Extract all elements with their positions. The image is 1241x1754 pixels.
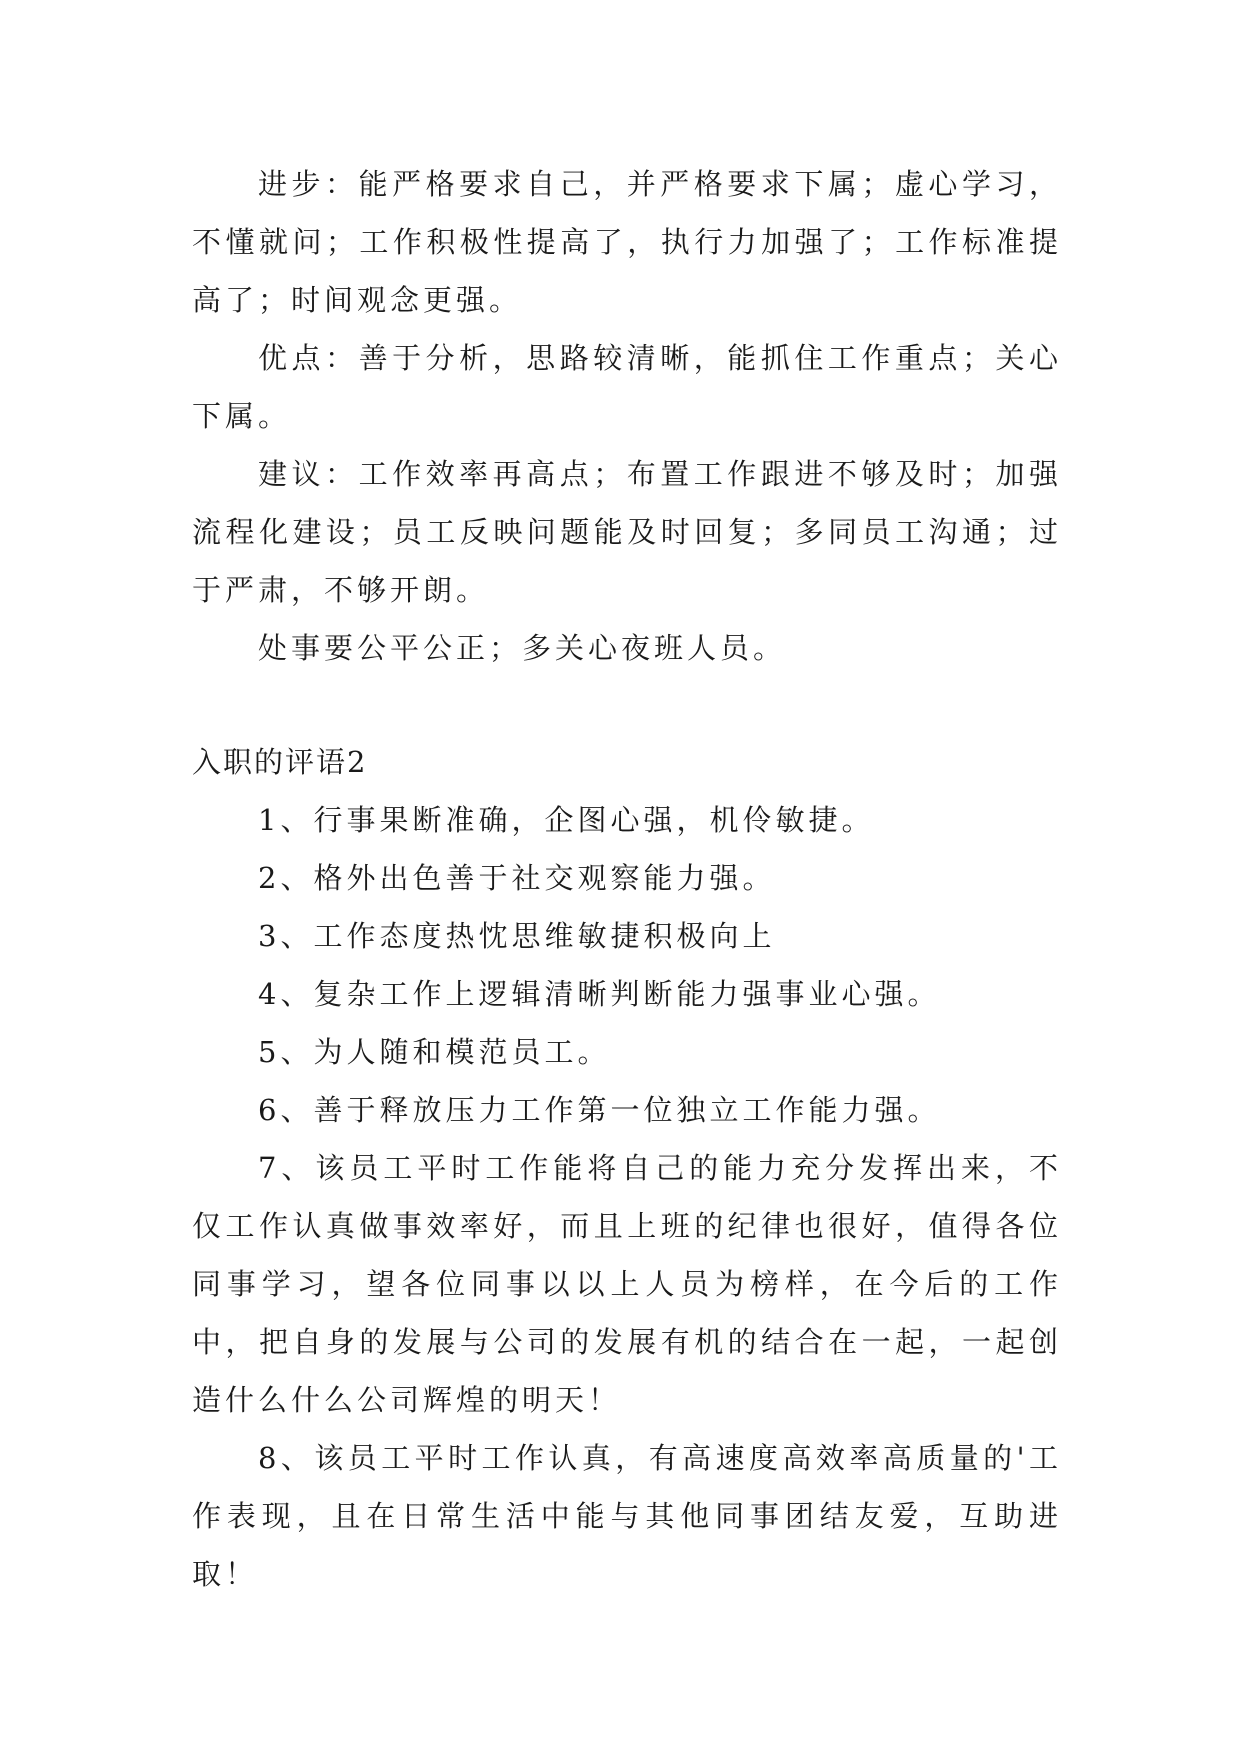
paragraph-strengths: 优点：善于分析，思路较清晰，能抓住工作重点；关心下属。 bbox=[192, 341, 1062, 433]
document-body bbox=[192, 155, 1062, 1603]
list-item: 3、工作态度热忱思维敏捷积极向上 bbox=[258, 919, 776, 953]
list-item: 2、格外出色善于社交观察能力强。 bbox=[258, 861, 776, 895]
list-item: 8、该员工平时工作认真，有高速度高效率高质量的'工作表现，且在日常生活中能与其他同事团结友爱，互助进取！ bbox=[192, 1441, 1062, 1591]
list-item: 6、善于释放压力工作第一位独立工作能力强。 bbox=[258, 1093, 941, 1127]
section-title: 入职的评语2 bbox=[192, 745, 368, 779]
list-item: 7、该员工平时工作能将自己的能力充分发挥出来，不仅工作认真做事效率好，而且上班的纪律也很好，值得各位同事学习，望各位同事以以上人员为榜样，在今后的工作中，把自身的发展与公司的发展有机的结合在一起，一起创造什么什么公司辉煌的明天！ bbox=[192, 1151, 1062, 1417]
paragraph-suggestions: 建议：工作效率再高点；布置工作跟进不够及时；加强流程化建设；员工反映问题能及时回复；多同员工沟通；过于严肃，不够开朗。 bbox=[192, 457, 1062, 607]
list-item: 5、为人随和模范员工。 bbox=[258, 1035, 611, 1069]
list-item: 1、行事果断准确，企图心强，机伶敏捷。 bbox=[258, 803, 875, 837]
paragraph-conduct: 处事要公平公正；多关心夜班人员。 bbox=[258, 631, 787, 665]
list-item: 4、复杂工作上逻辑清晰判断能力强事业心强。 bbox=[258, 977, 941, 1011]
paragraph-progress: 进步：能严格要求自己，并严格要求下属；虚心学习，不懂就问；工作积极性提高了，执行力加强了；工作标准提高了；时间观念更强。 bbox=[192, 167, 1062, 317]
